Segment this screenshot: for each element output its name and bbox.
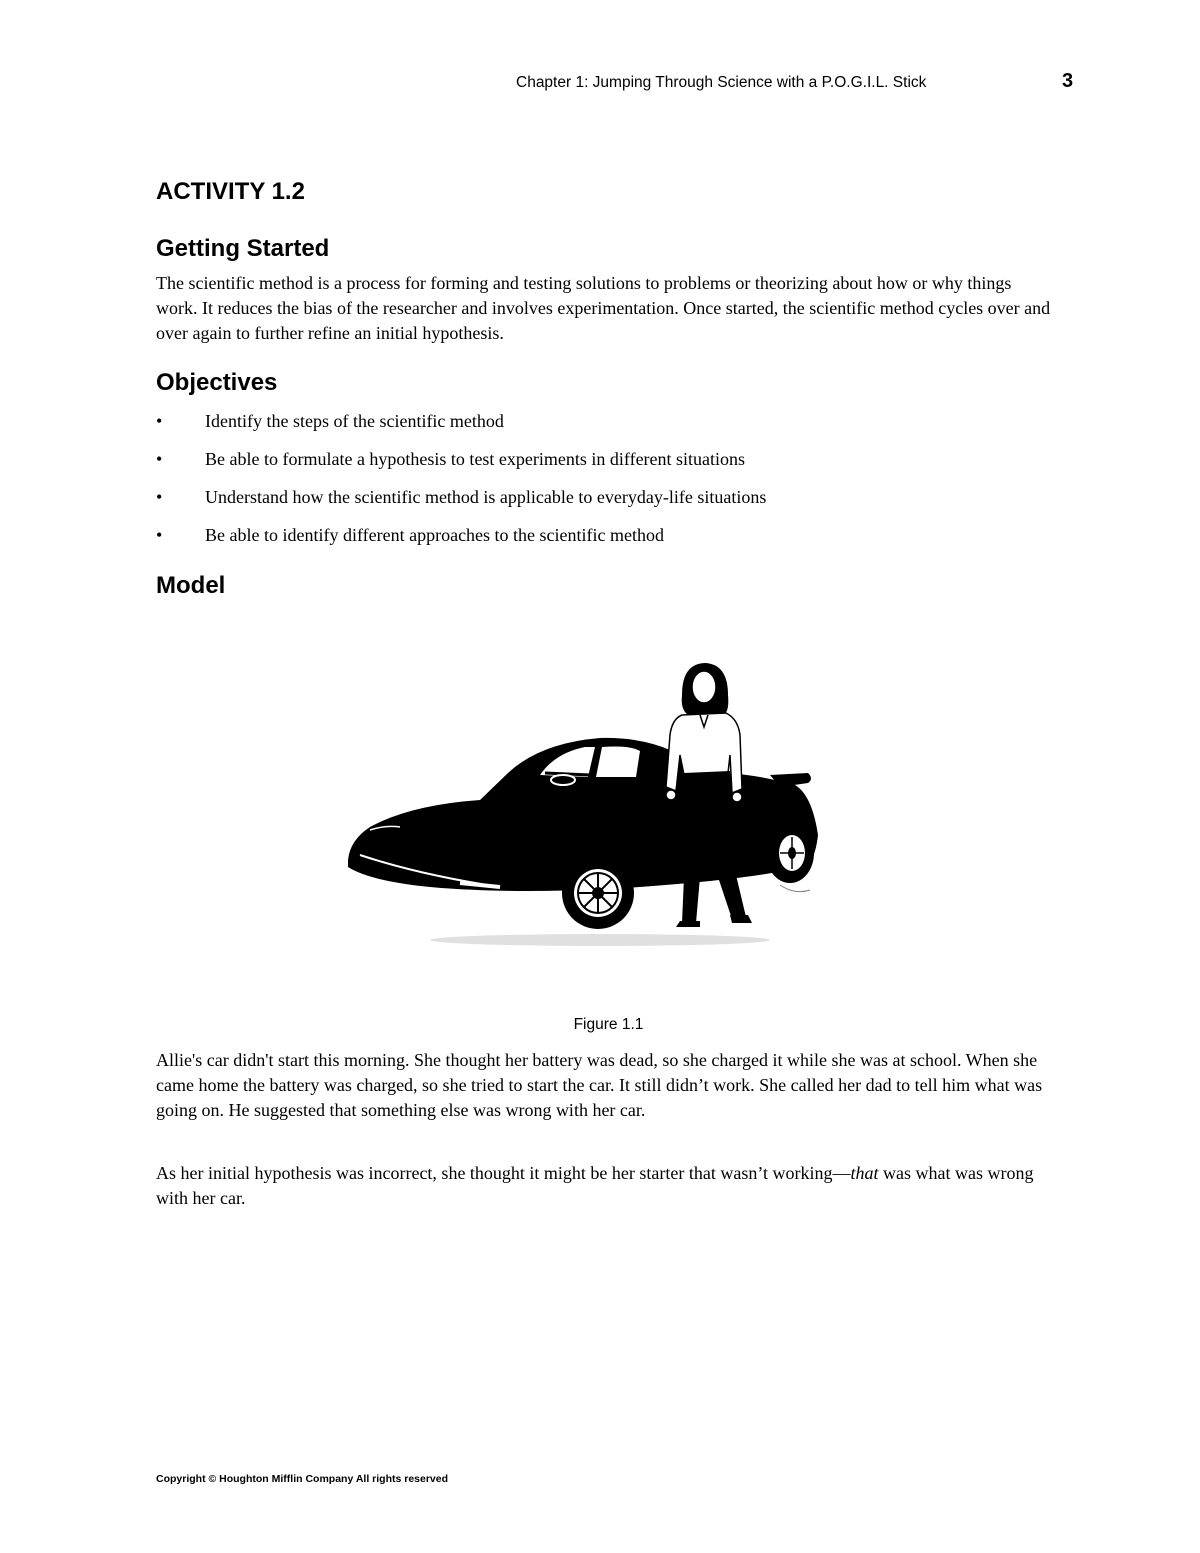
objectives-heading: Objectives [156, 369, 278, 396]
objective-text: Understand how the scientific method is applicable to everyday-life situations [205, 487, 767, 507]
story-paragraph-2 [156, 1161, 1056, 1211]
getting-started-heading: Getting Started [156, 235, 330, 262]
figure-caption: Figure 1.1 [573, 1016, 644, 1033]
copyright-footer: Copyright © Houghton Mifflin Company All rights reserved [156, 1473, 449, 1485]
model-heading: Model [156, 572, 226, 599]
rear-wheel [766, 823, 814, 883]
emphasis-that: that [850, 1163, 879, 1183]
front-wheel [562, 857, 634, 929]
getting-started-text: The scientific method is a process for forming and testing solutions to problems or theorizing about how or why things work. It reduces the bias of the researcher and involves experimentation. Once started, the scientific method cycles over and over again to further refine an initial hypothesis. [156, 273, 1051, 343]
story-paragraph-2-start: As her initial hypothesis was incorrect, she thought it might be her starter that wasn’t working— [156, 1163, 851, 1183]
objective-text: Be able to formulate a hypothesis to test experiments in different situations [205, 449, 746, 469]
objective-text: Be able to identify different approaches to the scientific method [205, 525, 665, 545]
objective-text: Identify the steps of the scientific method [205, 411, 504, 431]
bullet: • [156, 487, 163, 507]
bullet: • [156, 525, 163, 545]
running-title: Chapter 1: Jumping Through Science with a P.O.G.I.L. Stick [516, 74, 927, 91]
car-and-woman-illustration [340, 655, 830, 955]
story-paragraph-2-end: was what was wrong with her car. [156, 1163, 1034, 1208]
page-number: 3 [1062, 70, 1074, 92]
activity-title: ACTIVITY 1.2 [156, 178, 305, 205]
story-paragraph-1: Allie's car didn't start this morning. She thought her battery was dead, so she charged it while she was at school. When she came home the battery was charged, so she tried to start the car. It still didn’t work. She called her dad to tell him what was going on. He suggested that something else was wrong with her car. [156, 1050, 1043, 1120]
bullet: • [156, 449, 163, 469]
bullet: • [156, 411, 163, 431]
